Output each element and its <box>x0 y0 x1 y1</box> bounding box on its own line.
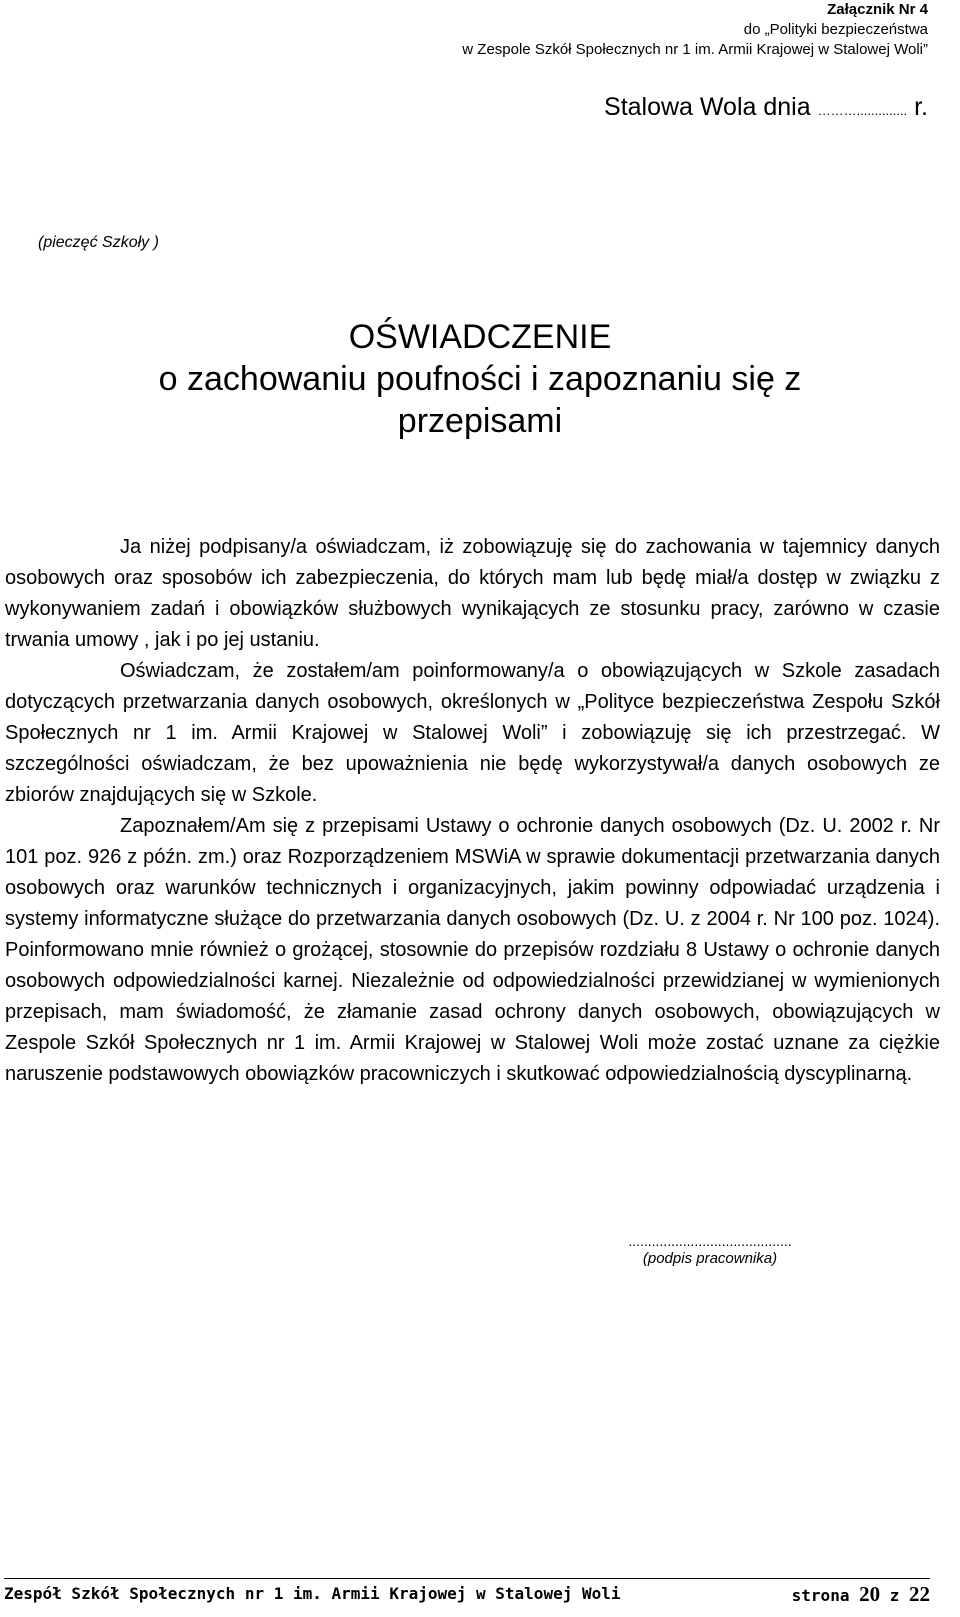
place-date <box>604 92 928 126</box>
signature-label: (podpis pracownika) <box>642 1250 778 1267</box>
document-title <box>0 316 960 442</box>
attachment-number: Załącznik Nr 4 <box>827 1 928 18</box>
page-footer <box>4 1578 930 1607</box>
place-date-prefix: Stalowa Wola dnia <box>604 93 818 121</box>
date-placeholder-dots: ……….............. <box>817 103 908 118</box>
page-number <box>792 1583 930 1607</box>
paragraph-regulations: Zapoznałem/Am się z przepisami Ustawy o ochronie danych osobowych (Dz. U. 2002 r. Nr 101 poz. 926 z późn. zm.) oraz Rozporządzeniem MSWiA w sprawie dokumentacji przetwarzania danych osobowych oraz warunków technicznych i organizacyjnych, jakim powinny odpowiadać urządzenia i systemy informatyczne służące do przetwarzania danych osobowych (Dz. U. z 2004 r. Nr 100 poz. 1024). Poinformowano mnie również o grożącej, stosownie do przepisów rozdziału 8 Ustawy o ochronie danych osobowych odpowiedzialności karnej. Niezależnie od odpowiedzialności przewidzianej w wymienionych przepisach, mam świadomość, że złamanie zasad ochrony danych osobowych, obowiązujących w Zespole Szkół Społecznych nr 1 im. Armii Krajowej w Stalowej Woli może zostać uznane za ciężkie naruszenie podstawowych obowiązków pracowniczych i skutkować odpowiedzialnością dyscyplinarną. <box>5 815 940 1085</box>
paragraph-policy: Oświadczam, że zostałem/am poinformowany/a o obowiązujących w Szkole zasadach dotyczących przetwarzania danych osobowych, określonych w „Polityce bezpieczeństwa Zespołu Szkół Społecznych nr 1 im. Armii Krajowej w Stalowej Woli” i zobowiązuję się ich przestrzegać. W szczególności oświadczam, że bez upoważnienia nie będę wykorzystywał/a danych osobowych ze zbiorów znajdujących się w Szkole. <box>5 660 940 806</box>
place-date-suffix: r. <box>907 93 928 121</box>
attachment-note <box>462 0 928 60</box>
title-line-2: o zachowaniu poufności i zapoznaniu się z <box>158 360 802 398</box>
signature-line: .......................................... <box>628 1233 792 1249</box>
page-current: 20 <box>859 1582 881 1606</box>
title-line-1: OŚWIADCZENIE <box>348 318 612 356</box>
page-of: z <box>880 1586 909 1605</box>
title-line-3: przepisami <box>397 402 563 440</box>
signature-block <box>590 1232 830 1268</box>
page-total: 22 <box>909 1582 930 1606</box>
attachment-school-ref: w Zespole Szkół Społecznych nr 1 im. Armii Krajowej w Stalowej Woli” <box>462 41 928 58</box>
attachment-policy-ref: do „Polityki bezpieczeństwa <box>743 21 928 38</box>
school-seal-label: (pieczęć Szkoły ) <box>38 234 159 251</box>
page-word: strona <box>791 1586 860 1605</box>
paragraph-confidentiality: Ja niżej podpisany/a oświadczam, iż zobowiązuję się do zachowania w tajemnicy danych osobowych oraz sposobów ich zabezpieczenia, do których mam lub będę miał/a dostęp w związku z wykonywaniem zadań i obowiązków służbowych wynikających ze stosunku pracy, zarówno w czasie trwania umowy , jak i po jej ustaniu. <box>5 536 940 651</box>
declaration-body <box>5 532 940 1090</box>
footer-school-name: Zespół Szkół Społecznych nr 1 im. Armii Krajowej w Stalowej Woli <box>4 1584 621 1603</box>
